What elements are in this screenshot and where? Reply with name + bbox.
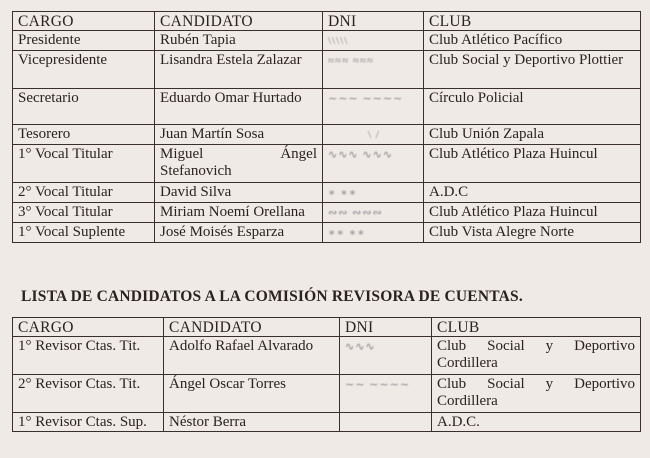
candidato-cell: Eduardo Omar Hurtado [155,89,323,125]
header-candidato: CANDIDATO [155,12,323,31]
club-cell: Club Social y Deportivo Plottier [424,51,641,89]
candidato-cell: Ángel Oscar Torres [164,375,340,413]
table-row [13,203,641,223]
header-cargo: CARGO [13,12,155,31]
dni-cell-redacted [340,413,432,432]
cargo-cell: Vicepresidente [13,51,155,89]
club-cell: Club Unión Zapala [424,125,641,145]
club-cell: A.D.C. [432,413,641,432]
cargo-cell: 1° Vocal Titular [13,145,155,183]
dni-cell-redacted: ∼∼ ∼∼∼∼ [340,375,432,413]
table-row [13,89,641,125]
dni-cell-redacted: ∼∼∼ ∼∼∼∼ [323,89,424,125]
candidato-cell: Juan Martín Sosa [155,125,323,145]
dni-cell-redacted: ∗∗ ∗∗ [323,223,424,243]
dni-cell-redacted: ∾∾ ∾∾∾ [323,203,424,223]
candidato-cell: Miguel Ángel Stefanovich [155,145,323,183]
cargo-cell: Tesorero [13,125,155,145]
cargo-cell: 1° Vocal Suplente [13,223,155,243]
dni-cell-redacted: \\\\\ [323,31,424,51]
dni-cell-redacted: ∗ ∗∗ [323,183,424,203]
club-cell: Club Atlético Plaza Huincul [424,203,641,223]
cargo-cell: 2° Revisor Ctas. Tit. [13,375,164,413]
cargo-cell: Presidente [13,31,155,51]
club-cell: Club Social y Deportivo Cordillera [432,375,641,413]
table-row [13,51,641,89]
table-row [13,125,641,145]
header-club: CLUB [432,318,641,337]
candidato-cell: Miriam Noemí Orellana [155,203,323,223]
header-dni: DNI [340,318,432,337]
header-cargo: CARGO [13,318,164,337]
header-dni: DNI [323,12,424,31]
table-header-row [13,12,641,31]
table-row [13,223,641,243]
dni-cell-redacted: \ / [323,125,424,145]
table-row [13,337,641,375]
club-cell: Círculo Policial [424,89,641,125]
candidato-cell: Adolfo Rafael Alvarado [164,337,340,375]
board-candidates-table [12,11,641,243]
table-header-row [13,318,641,337]
table-row [13,31,641,51]
review-commission-table [12,317,641,432]
dni-cell-redacted: ∿∿∿ ∿∿∿ [323,145,424,183]
dni-cell-redacted: ≈≈≈ ≈≈≈ [323,51,424,89]
dni-cell-redacted: ∿∿∿ [340,337,432,375]
table-row [13,145,641,183]
cargo-cell: 1° Revisor Ctas. Sup. [13,413,164,432]
header-candidato: CANDIDATO [164,318,340,337]
cargo-cell: 3° Vocal Titular [13,203,155,223]
cargo-cell: 2° Vocal Titular [13,183,155,203]
candidato-cell: José Moisés Esparza [155,223,323,243]
cargo-cell: Secretario [13,89,155,125]
club-cell: Club Atlético Pacífico [424,31,641,51]
review-commission-title: LISTA DE CANDIDATOS A LA COMISIÓN REVISORA DE CUENTAS. [21,288,523,305]
cargo-cell: 1° Revisor Ctas. Tit. [13,337,164,375]
candidato-cell: Rubén Tapia [155,31,323,51]
header-club: CLUB [424,12,641,31]
club-cell: A.D.C [424,183,641,203]
table-row [13,375,641,413]
candidato-cell: Lisandra Estela Zalazar [155,51,323,89]
candidato-cell: Néstor Berra [164,413,340,432]
club-cell: Club Vista Alegre Norte [424,223,641,243]
club-cell: Club Social y Deportivo Cordillera [432,337,641,375]
table-row [13,183,641,203]
club-cell: Club Atlético Plaza Huincul [424,145,641,183]
candidato-cell: David Silva [155,183,323,203]
table-row [13,413,641,432]
